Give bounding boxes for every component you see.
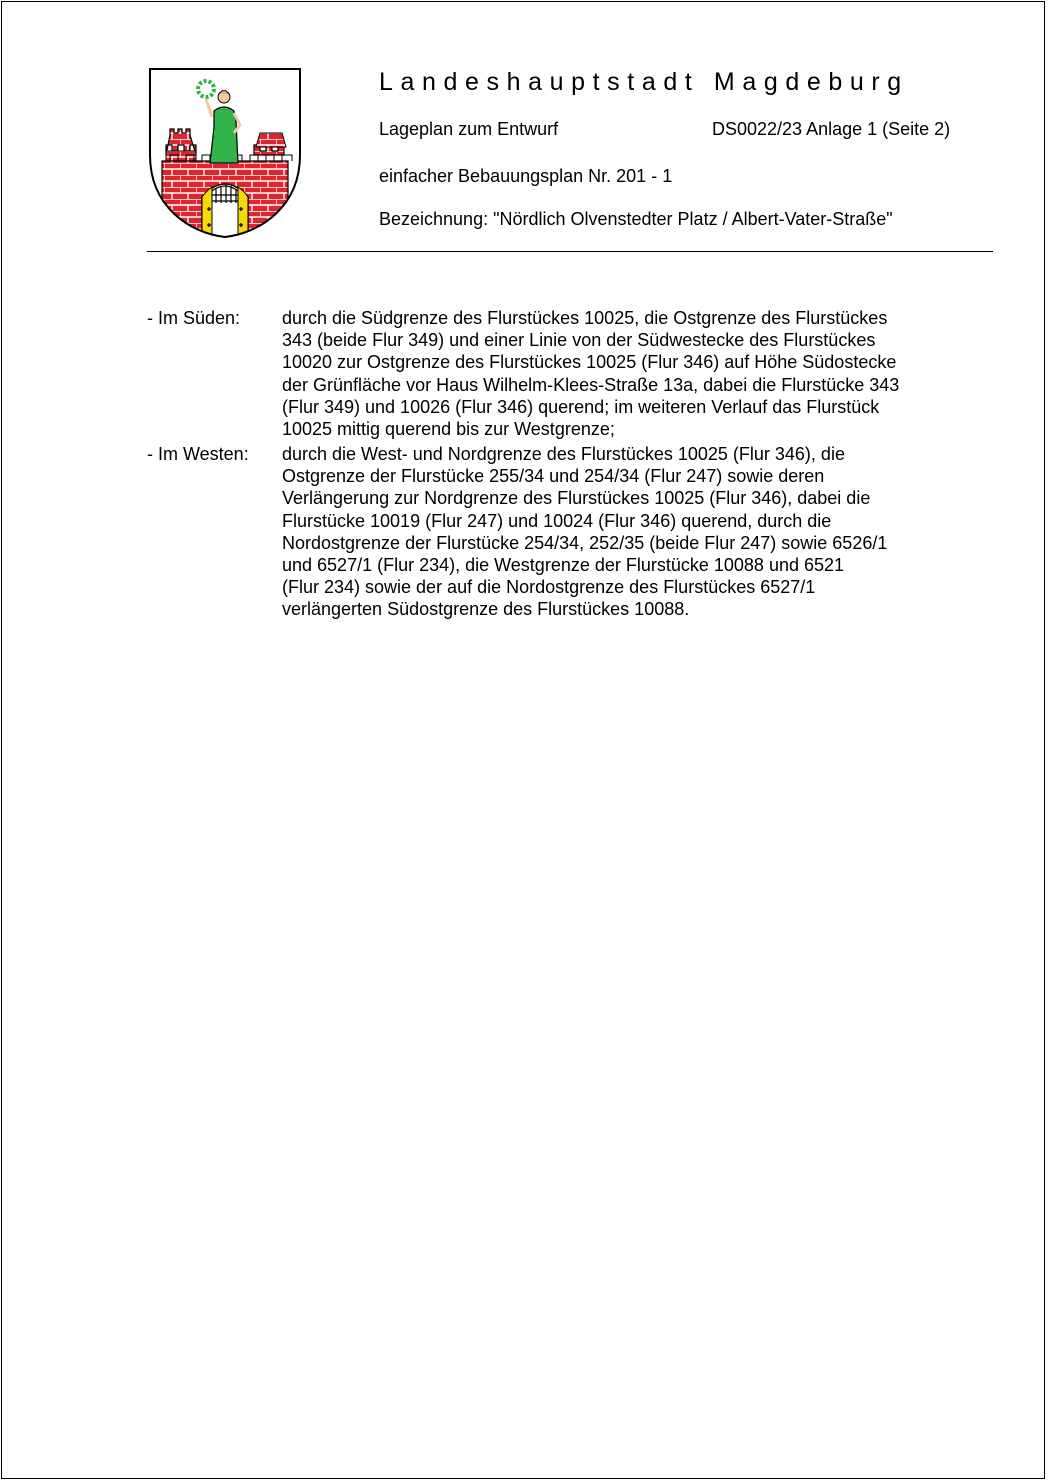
text-line: (Flur 234) sowie der auf die Nordostgrenze des Flurstückes 6527/1 (282, 577, 816, 598)
section-text (282, 307, 997, 440)
text-line: 10025 mittig querend bis zur Westgrenze; (282, 419, 615, 440)
section-label: - Im Westen: (147, 444, 249, 464)
section-text (282, 443, 997, 621)
text-line: Ostgrenze der Flurstücke 255/34 und 254/34 (Flur 247) sowie deren (282, 466, 825, 487)
text-line: verlängerten Südostgrenze des Flurstückes 10088. (282, 599, 690, 620)
document-reference: DS0022/23 Anlage 1 (Seite 2) (712, 119, 951, 139)
section-label: - Im Süden: (147, 308, 241, 328)
text-line: 343 (beide Flur 349) und einer Linie von der Südwestecke des Flurstückes (282, 330, 876, 351)
text-line: Flurstücke 10019 (Flur 247) und 10024 (Flur 346) querend, durch die (282, 510, 832, 531)
text-line: durch die West- und Nordgrenze des Flurstückes 10025 (Flur 346), die (282, 444, 845, 464)
plan-designation: Bezeichnung: "Nördlich Olvenstedter Platz / Albert-Vater-Straße" (379, 209, 893, 229)
text-line: Nordostgrenze der Flurstücke 254/34, 252/35 (beide Flur 247) sowie 6526/1 (282, 532, 888, 553)
city-title: Landeshauptstadt Magdeburg (379, 68, 909, 96)
text-line: durch die Südgrenze des Flurstückes 10025, die Ostgrenze des Flurstückes (282, 308, 888, 328)
text-line: und 6527/1 (Flur 234), die Westgrenze der Flurstücke 10088 und 6521 (282, 555, 845, 576)
header-divider (147, 251, 993, 252)
text-line: (Flur 349) und 10026 (Flur 346) querend; im weiteren Verlauf das Flurstück (282, 396, 880, 417)
plan-label: Lageplan zum Entwurf (379, 119, 559, 139)
plan-number: einfacher Bebauungsplan Nr. 201 - 1 (379, 166, 673, 186)
text-line: Verlängerung zur Nordgrenze des Flurstückes 10025 (Flur 346), dabei die (282, 488, 871, 509)
text-line: der Grünfläche vor Haus Wilhelm-Klees-Straße 13a, dabei die Flurstücke 343 (282, 374, 900, 395)
magdeburg-coat-of-arms (148, 67, 302, 239)
text-line: 10020 zur Ostgrenze des Flurstückes 10025 (Flur 346) auf Höhe Südostecke (282, 352, 897, 373)
